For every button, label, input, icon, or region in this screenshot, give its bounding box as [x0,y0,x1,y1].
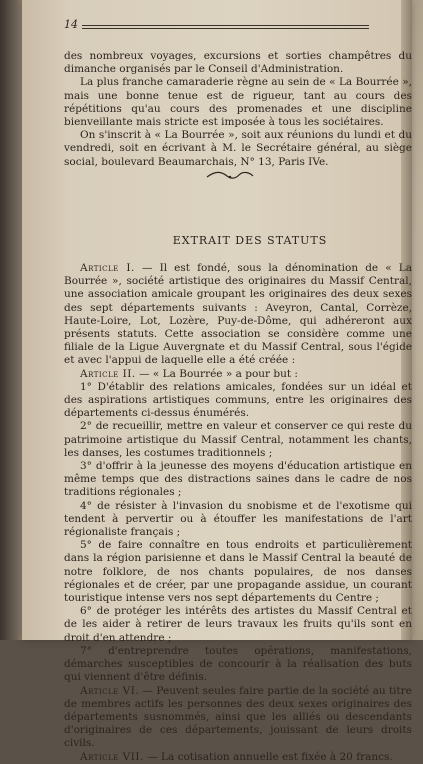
intro-paragraph: On s'inscrit à « La Bourrée », soit aux réunions du lundi et du vendredi, soit en écrivant à M. le Secrétaire général, au siège social, boulevard Beaumarchais, N° 13, Paris IVe. [64,129,412,168]
goal-item: 7° d'entreprendre toutes opérations, manifestations, démarches susceptibles de concourir à la réalisation des buts qui viennent d'être définis. [64,644,412,684]
article-text: — « La Bourrée » a pour but : [135,367,298,380]
goal-item: 6° de protéger les intérêts des artistes du Massif Central et de les aider à retirer de leurs travaux les fruits qu'ils sont en droit d'en attendre ; [64,605,412,644]
goal-item: 3° d'offrir à la jeunesse des moyens d'éducation artistique en même temps que des distractions saines dans le cadre de nos traditions régionales ; [64,460,412,499]
article-label: Article II. [80,367,136,380]
statutes-text [64,262,412,764]
intro-paragraph: des nombreux voyages, excursions et sorties champêtres du dimanche organisés par le Conseil d'Administration. [64,50,412,76]
article-label: Article VI. [80,684,140,697]
article-label: Article I. [80,262,135,274]
page-number: 14 [64,18,78,31]
goal-item: 2° de recueillir, mettre en valeur et conserver ce qui reste du patrimoine artistique du Massif Central, notamment les chants, les danses, les costumes traditionnels ; [64,420,412,459]
page-header [64,18,369,34]
section-title: EXTRAIT DES STATUTS [172,234,328,247]
intro-text [64,50,412,169]
book-spine [0,0,22,640]
goal-item: 5° de faire connaître en tous endroits et particulièrement dans la région parisienne et dans le Massif Central la beauté de notre folklore, de nos chants populaires, de nos danses régionales et de créer, par une propagande assidue, un courant touristique intense vers nos sept départements du Centre ; [64,539,412,605]
article-text: — La cotisation annuelle est fixée à 20 francs. [143,750,393,763]
goal-item: 4° de résister à l'invasion du snobisme et de l'exotisme qui tendent à pervertir ou à étouffer les manifestations de l'art régionaliste français ; [64,499,412,539]
article-2 [64,368,412,381]
article-text: — Peuvent seules faire partie de la société au titre de membres actifs les personnes des deux sexes originaires des départements susnommés, ainsi que les alliés ou descendants d'originaires de ces départements, jouissant de leurs droits civils. [64,684,412,750]
article-text: — Il est fondé, sous la dénomination de « La Bourrée », société artistique des originaires du Massif Central, une association amicale groupant les originaires des deux sexes des sept départements suivants : Aveyron, Cantal, Corrèze, Haute-Loire, Lot, Lozère, Puy-de-Dôme, qui adhéreront aux présents statuts. Cette association se considère comme une filiale de la Ligue Auvergnate et du Massif Central, sous l'égide et avec l'appui de laquelle elle a été créée : [64,262,412,367]
header-rule-double [82,28,369,29]
header-rule [82,25,369,26]
article-1 [64,262,412,368]
ornament-flourish [205,170,255,182]
article-label: Article VII. [80,750,144,763]
goal-item: 1° D'établir des relations amicales, fondées sur un idéal et des aspirations artistiques communs, entre les originaires des départements ci-dessus énumérés. [64,380,412,420]
intro-paragraph: La plus franche camaraderie règne au sein de « La Bourrée », mais une bonne tenue est de rigueur, tant au cours des répétitions qu'au cours des promenades et une discipline bienveillante mais stricte est imposée à tous les sociétaires. [64,76,412,129]
article-7 [64,751,412,764]
article-6 [64,685,412,751]
